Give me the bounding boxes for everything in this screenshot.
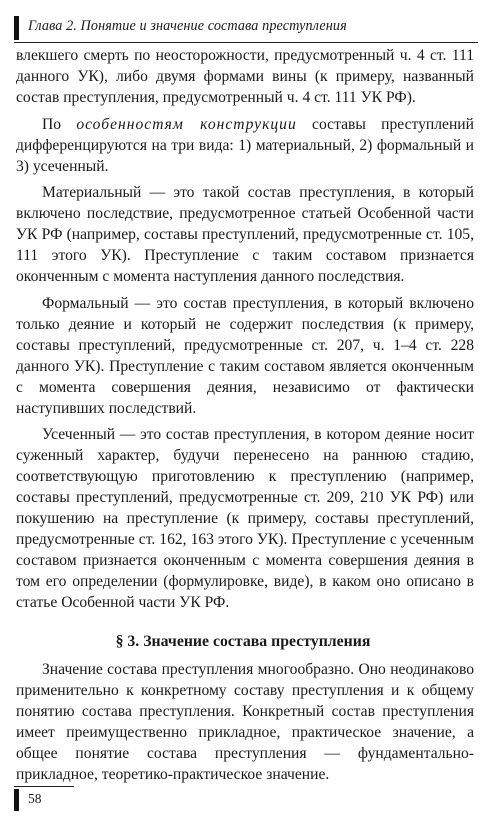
paragraph-text: составы преступлений дифференцируются на три вида: 1) материальный, 2) формальный и 3) усеченный. [16, 115, 474, 175]
footer-marker-bar [14, 789, 19, 811]
header-marker-bar [14, 16, 19, 40]
paragraph-truncated: Усеченный — это состав преступления, в котором деяние носит суженный характер, будучи перенесено на раннюю стадию, соответствующую приготовлению к преступлению (например, составы преступлений, предусмотренные ст. 209, 210 УК РФ) или покушению на преступление (к примеру, составы преступлений, предусмотренные ст. 162, 163 этого УК). Преступление с усеченным составом признается оконченным с момента совершения деяния в том его определении (формулировке, виде), в каком оно описано в статье Особенной части УК РФ. [16, 426, 474, 611]
body-text [16, 46, 474, 614]
chapter-title: Глава 2. Понятие и значение состава преступления [28, 18, 347, 34]
page-number: 58 [28, 791, 42, 806]
paragraph-construction-types [16, 115, 474, 178]
paragraph-significance: Значение состава преступления многообразно. Оно неодинаково применительно к конкретному составу преступления и к общему понятию состава преступления. Конкретный состав преступления имеет преимущественно прикладное, практическое значение, а общее понятие состава преступления — фундаментально-прикладное, теоретико-практическое значение. [16, 661, 474, 783]
paragraph-text: По [42, 115, 77, 133]
page-footer [14, 786, 74, 811]
paragraph-continuation: влекшего смерть по неосторожности, предусмотренный ч. 4 ст. 111 данного УК), либо двумя формами вины (к примеру, названный состав преступления, предусмотренный ч. 4 ст. 111 УК РФ). [16, 47, 474, 106]
running-header [14, 14, 478, 43]
emphasized-term: особенностям конструкции [76, 115, 297, 133]
section-heading: § 3. Значение состава преступления [115, 633, 371, 650]
paragraph-material: Материальный — это такой состав преступления, в который включено последствие, предусмотренное статьей Особенной части УК РФ (например, составы преступлений, предусмотренные ст. 105, 111 этого УК). Преступление с таким составом признается оконченным с момента наступления данного последствия. [16, 184, 474, 286]
section-text [16, 660, 474, 785]
paragraph-formal: Формальный — это состав преступления, в который включено только деяние и который не содержит последствия (к примеру, составы преступлений, предусмотренные ст. 207, ч. 1–4 ст. 228 данного УК). Преступление с таким составом является оконченным с момента совершения деяния, независимо от фактически наступивших последствий. [16, 294, 474, 417]
